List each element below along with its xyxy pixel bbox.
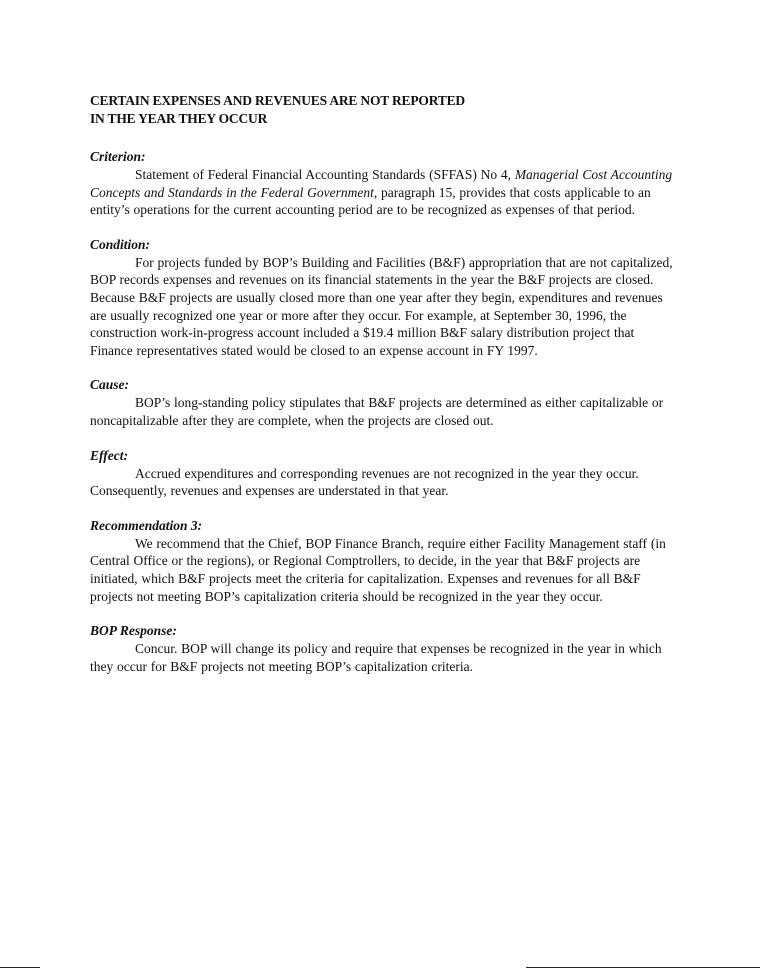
effect-heading: Effect: [90,447,128,463]
response-section [90,622,680,675]
cause-section [90,376,680,429]
effect-paragraph: Accrued expenditures and corresponding revenues are not recognized in the year they occur. Consequently, revenues and expenses are understated in that year. [90,465,639,499]
recommendation-paragraph: We recommend that the Chief, BOP Finance Branch, require either Facility Management staff (in Central Office or the regions), or Regional Comptrollers, to decide, in the year that B&F projects are initiated, which B&F projects meet the criteria for capitalization. Expenses and revenues for all B&F projects not meeting BOP’s capitalization criteria should be recognized in the year they occur. [90,535,666,604]
criterion-text-a: Statement of Federal Financial Accounting Standards (SFFAS) No 4, [135,167,515,182]
criterion-text-b: , paragraph 15, provides that costs applicable to an entity’s operations for the current accounting period are to be recognized as expenses of that period. [90,184,651,218]
footer-rule-left [0,967,40,968]
criterion-section [90,148,680,219]
recommendation-section [90,517,680,605]
cause-heading: Cause: [90,377,130,393]
condition-paragraph: For projects funded by BOP’s Building and Facilities (B&F) appropriation that are not capitalized, BOP records expenses and revenues on its financial statements in the year the B&F projects are closed. Because B&F projects are usually closed more than one year after they begin, expenditures and revenues are usually recognized one year or more after they occur. For example, at September 30, 1996, the construction work-in-progress account included a $19.4 million B&F salary distribution project that Finance representatives stated would be closed to an expense account in FY 1997. [90,254,673,358]
criterion-title-italic: Managerial Cost Accounting Concepts and Standards in the Federal Government [90,167,673,200]
criterion-paragraph [90,166,680,219]
document-title [90,92,680,128]
title-line-1: CERTAIN EXPENSES AND REVENUES ARE NOT REPORTED [90,93,465,108]
effect-section [90,447,680,500]
condition-heading: Condition: [90,236,151,252]
response-heading: BOP Response: [90,623,177,639]
condition-section [90,236,680,360]
cause-paragraph: BOP’s long-standing policy stipulates that B&F projects are determined as either capitalizable or noncapitalizable after they are complete, when the projects are closed out. [90,395,664,428]
recommendation-heading: Recommendation 3: [90,517,203,533]
title-line-2: IN THE YEAR THEY OCCUR [90,111,268,126]
response-paragraph: Concur. BOP will change its policy and require that expenses be recognized in the year in which they occur for B&F projects not meeting BOP’s capitalization criteria. [90,641,662,674]
document-page [90,92,680,692]
footer-rule-right [526,967,760,968]
criterion-heading: Criterion: [90,149,146,164]
